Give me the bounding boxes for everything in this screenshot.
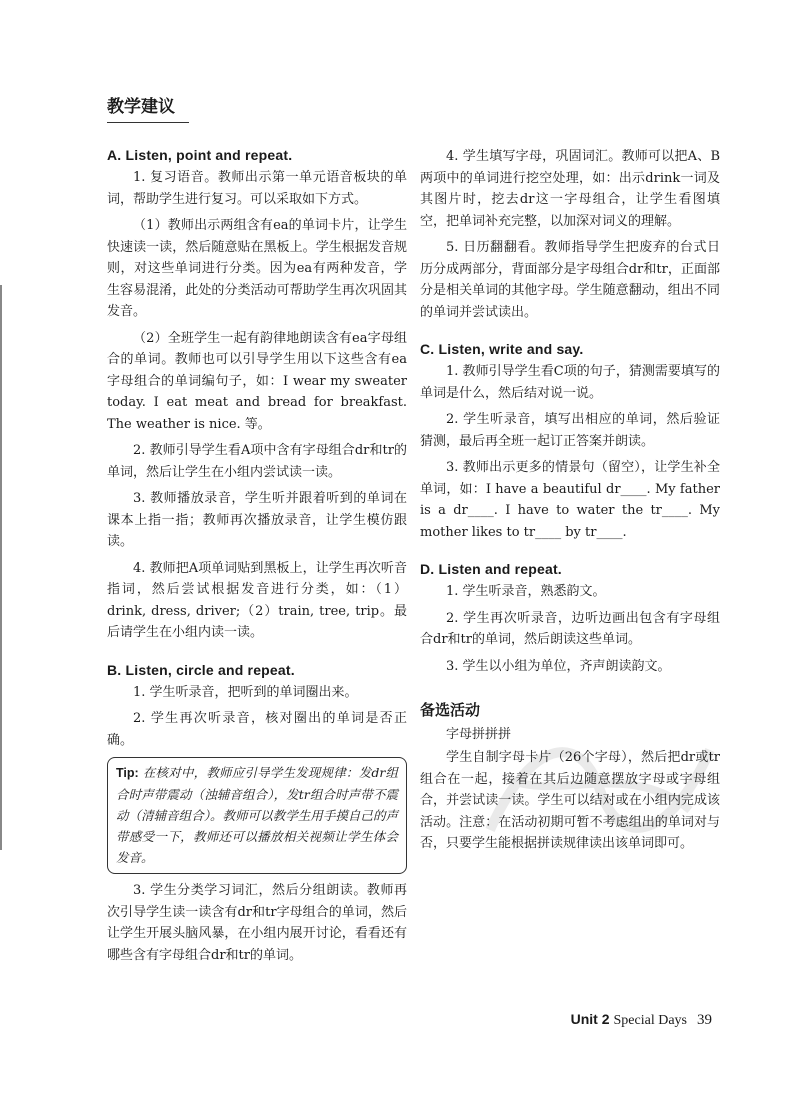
section-b-title: B. Listen, circle and repeat. — [107, 661, 295, 678]
section-d-paragraph: 2. 学生再次听录音，边听边画出包含有字母组合dr和tr的单词，然后朗读这些单词。 — [420, 610, 720, 647]
section-c-paragraph: 1. 教师引导学生看C项的句子，猜测需要填写的单词是什么，然后结对说一说。 — [420, 364, 720, 401]
section-b-paragraph: 1. 学生听录音，把听到的单词圈出来。 — [133, 684, 358, 700]
section-d-paragraph: 3. 学生以小组为单位，齐声朗读韵文。 — [446, 658, 671, 674]
page-footer — [571, 1011, 712, 1029]
section-d-paragraph: 1. 学生听录音，熟悉韵文。 — [446, 584, 606, 599]
optional-activity-paragraph: 学生自制字母卡片（26个字母），然后把dr或tr组合在一起，接着在其后边随意摆放字母或字母组合，并尝试读一读。学生可以结对或在小组内完成该活动。注意：在活动初期可暂不考虑组出的单词对与否，只要学生能根据拼读规律读出该单词即可。 — [420, 750, 720, 851]
section-b-paragraph: 5. 日历翻翻看。教师指导学生把废弃的台式日历分成两部分，背面部分是字母组合dr和tr，正面部分是相关单词的其他字母。学生随意翻动，组出不同的单词并尝试读出。 — [420, 240, 720, 320]
left-column — [107, 92, 407, 971]
section-a-paragraph: （1）教师出示两组含有ea的单词卡片，让学生快速读一读，然后随意贴在黑板上。学生根据发音规则，对这些单词进行分类。因为ea有两种发音，学生容易混淆，此处的分类活动可帮助学生再次巩固其发音。 — [107, 218, 407, 319]
section-d-title: D. Listen and repeat. — [420, 561, 562, 577]
tip-label: Tip: — [116, 766, 139, 780]
page-title: 教学建议 — [107, 92, 175, 117]
tip-text: 在核对中，教师应引导学生发现规律：发dr组合时声带震动（浊辅音组合），发tr组合时声带不震动（清辅音组合）。教师可以教学生用手摸自己的声带感受一下，教师还可以播放相关视频让学生体会发音。 — [116, 765, 398, 865]
optional-activity-subtitle: 字母拼拼拼 — [446, 727, 512, 742]
section-b-paragraph: 4. 学生填写字母，巩固词汇。教师可以把A、B两项中的单词进行挖空处理，如：出示drink一词及其图片时，挖去dr这一字母组合，让学生看图填空，把单词补充完整，以加深对词义的理解。 — [420, 149, 720, 229]
footer-unit-title: Special Days — [613, 1013, 687, 1028]
tip-box — [107, 757, 407, 874]
section-b-paragraph: 2. 学生再次听录音，核对圈出的单词是否正确。 — [107, 711, 407, 748]
page-number: 39 — [697, 1012, 712, 1028]
section-a-paragraph: 1. 复习语音。教师出示第一单元语音板块的单词，帮助学生进行复习。可以采取如下方式。 — [107, 170, 407, 207]
section-c-paragraph: 2. 学生听录音，填写出相应的单词，然后验证猜测，最后再全班一起订正答案并朗读。 — [420, 412, 720, 449]
section-a-paragraph: 4. 教师把A项单词贴到黑板上，让学生再次听音指词，然后尝试根据发音进行分类，如：（1）drink, dress, driver;（2）train, tree, trip。最后请学生在小组内读一读。 — [107, 560, 407, 640]
margin-bar — [0, 285, 2, 850]
section-b-paragraph: 3. 学生分类学习词汇，然后分组朗读。教师再次引导学生读一读含有dr和tr字母组合的单词，然后让学生开展头脑风暴，在小组内展开讨论，看看还有哪些含有字母组合dr和tr的单词。 — [107, 883, 407, 963]
section-c-paragraph: 3. 教师出示更多的情景句（留空），让学生补全单词，如：I have a beautiful dr____. My father is a dr____. I have to water the tr____. My mother likes to tr____ by tr____. — [420, 460, 720, 540]
section-a-paragraph: 2. 教师引导学生看A项中含有字母组合dr和tr的单词，然后让学生在小组内尝试读一读。 — [107, 443, 407, 480]
section-c-title: C. Listen, write and say. — [420, 341, 584, 357]
section-a-paragraph: 3. 教师播放录音，学生听并跟着听到的单词在课本上指一指；教师再次播放录音，让学生模仿跟读。 — [107, 491, 407, 549]
footer-unit: Unit 2 — [570, 1011, 610, 1027]
section-a-paragraph: （2）全班学生一起有韵律地朗读含有ea字母组合的单词。教师也可以引导学生用以下这些含有ea字母组合的单词编句子，如：I wear my sweater today. I eat meat and bread for breakfast. The weather is nice. 等。 — [107, 330, 407, 432]
optional-activity-title: 备选活动 — [420, 701, 481, 719]
section-a-title: A. Listen, point and repeat. — [107, 147, 293, 163]
right-column — [420, 92, 720, 860]
